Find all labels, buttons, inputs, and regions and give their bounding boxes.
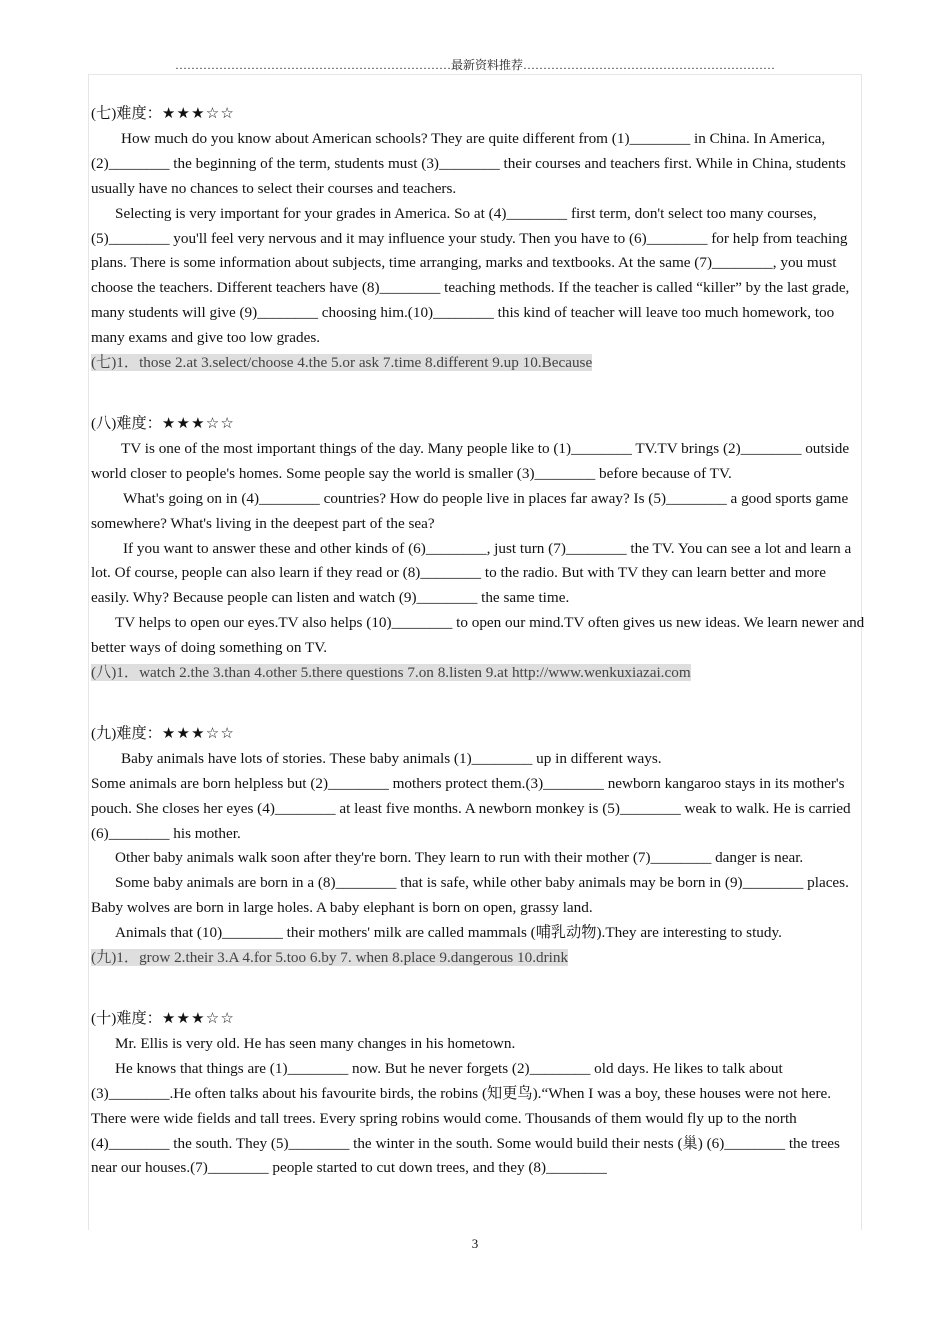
passage-paragraph: Selecting is very important for your grades in America. So at (4)________ first term, don't select too many courses, (5)________ you'll feel very nervous and it may influence your study. Then you have to (6)________ for help from teaching plans. There is some information about subjects, time arranging, marks and textbooks. At the same (7)________, you must choose the teachers. Different teachers have (8)________ teaching methods. If the teacher is called “killer” by the last grade, many students will give (9)________ choosing him.(10)________ this kind of teacher will leave too much homework, too many exams and give too low grades.	[91, 204, 850, 347]
answer-key: (八)1．watch 2.the 3.than 4.other 5.there questions 7.on 8.listen 9.at http://www.wenkuxiazai.com	[91, 664, 691, 682]
page-number: 3	[471, 1236, 479, 1251]
difficulty-stars: ★★★☆☆	[161, 105, 235, 122]
passage-paragraph: How much do you know about American schools? They are quite different from (1)________ in China. In America, (2)________ the beginning of the term, students must (3)________ their courses and teachers first. While in China, students usually have no chances to select their courses and teachers.	[91, 129, 846, 197]
document-body	[91, 102, 866, 1217]
answer-key: (九)1．grow 2.their 3.A 4.for 5.too 6.by 7. when 8.place 9.dangerous 10.drink	[91, 949, 569, 967]
passage-paragraph: What's going on in (4)________ countries? How do people live in places far away? Is (5)________ a good sports game somewhere? What's living in the deepest part of the sea?	[91, 489, 849, 532]
difficulty-stars: ★★★☆☆	[161, 1010, 235, 1027]
passage-paragraph: He knows that things are (1)________ now. But he never forgets (2)________ old days. He likes to talk about (3)________.He often talks about his favourite birds, the robins (知更鸟).“When I was a boy, these houses were not here. There were wide fields and tall trees. Every spring robins would come. Thousands of them would fly up to the north (4)________ the south. They (5)________ the winter in the south. Some would build their nests (巢) (6)________ the trees near our houses.(7)________ people started to cut down trees, and they (8)________	[91, 1059, 840, 1177]
section-10	[91, 1007, 866, 1181]
passage-paragraph: Other baby animals walk soon after they're born. They learn to run with their mother (7)________ danger is near.	[115, 849, 804, 867]
section-7	[91, 102, 866, 376]
section-title: (七)难度：★★★☆☆	[91, 105, 235, 122]
passage-paragraph: Baby animals have lots of stories. These baby animals (1)________ up in different ways.	[121, 749, 662, 767]
passage-paragraph: Some animals are born helpless but (2)________ mothers protect them.(3)________ newborn kangaroo stays in its mother's pouch. She closes her eyes (4)________ at least five months. A newborn monkey is (5)________ weak to walk. He is carried (6)________ his mother.	[91, 774, 851, 842]
section-title: (八)难度：★★★☆☆	[91, 414, 235, 432]
passage-paragraph: Mr. Ellis is very old. He has seen many changes in his hometown.	[115, 1034, 516, 1052]
answer-key: (七)1．those 2.at 3.select/choose 4.the 5.or ask 7.time 8.different 9.up 10.Because	[91, 354, 593, 372]
section-8	[91, 412, 866, 686]
difficulty-stars: ★★★☆☆	[161, 724, 235, 742]
passage-paragraph: Animals that (10)________ their mothers' milk are called mammals (哺乳动物).They are interesting to study.	[115, 924, 782, 942]
passage-paragraph: Some baby animals are born in a (8)________ that is safe, while other baby animals may be born in (9)________ places. Baby wolves are born in large holes. A baby elephant is born on open, grassy land.	[91, 874, 849, 917]
section-title: (十)难度：★★★☆☆	[91, 1010, 235, 1027]
section-title: (九)难度：★★★☆☆	[91, 724, 235, 742]
passage-paragraph: TV helps to open our eyes.TV also helps (10)________ to open our mind.TV often gives us new ideas. We learn newer and better ways of doing something on TV.	[91, 614, 865, 657]
passage-paragraph: TV is one of the most important things of the day. Many people like to (1)________ TV.TV brings (2)________ outside world closer to people's homes. Some people say the world is smaller (3)________ before because of TV.	[91, 439, 850, 482]
page-header: ……………………………………………………………最新资料推荐………………………………………………………	[174, 58, 775, 72]
section-9	[91, 722, 866, 971]
difficulty-stars: ★★★☆☆	[161, 414, 235, 432]
passage-paragraph: If you want to answer these and other kinds of (6)________, just turn (7)________ the TV. You can see a lot and learn a lot. Of course, people can also learn if they read or (8)________ to the radio. But with TV they can learn better and more easily. Why? Because people can listen and watch (9)________ the same time.	[91, 539, 852, 607]
